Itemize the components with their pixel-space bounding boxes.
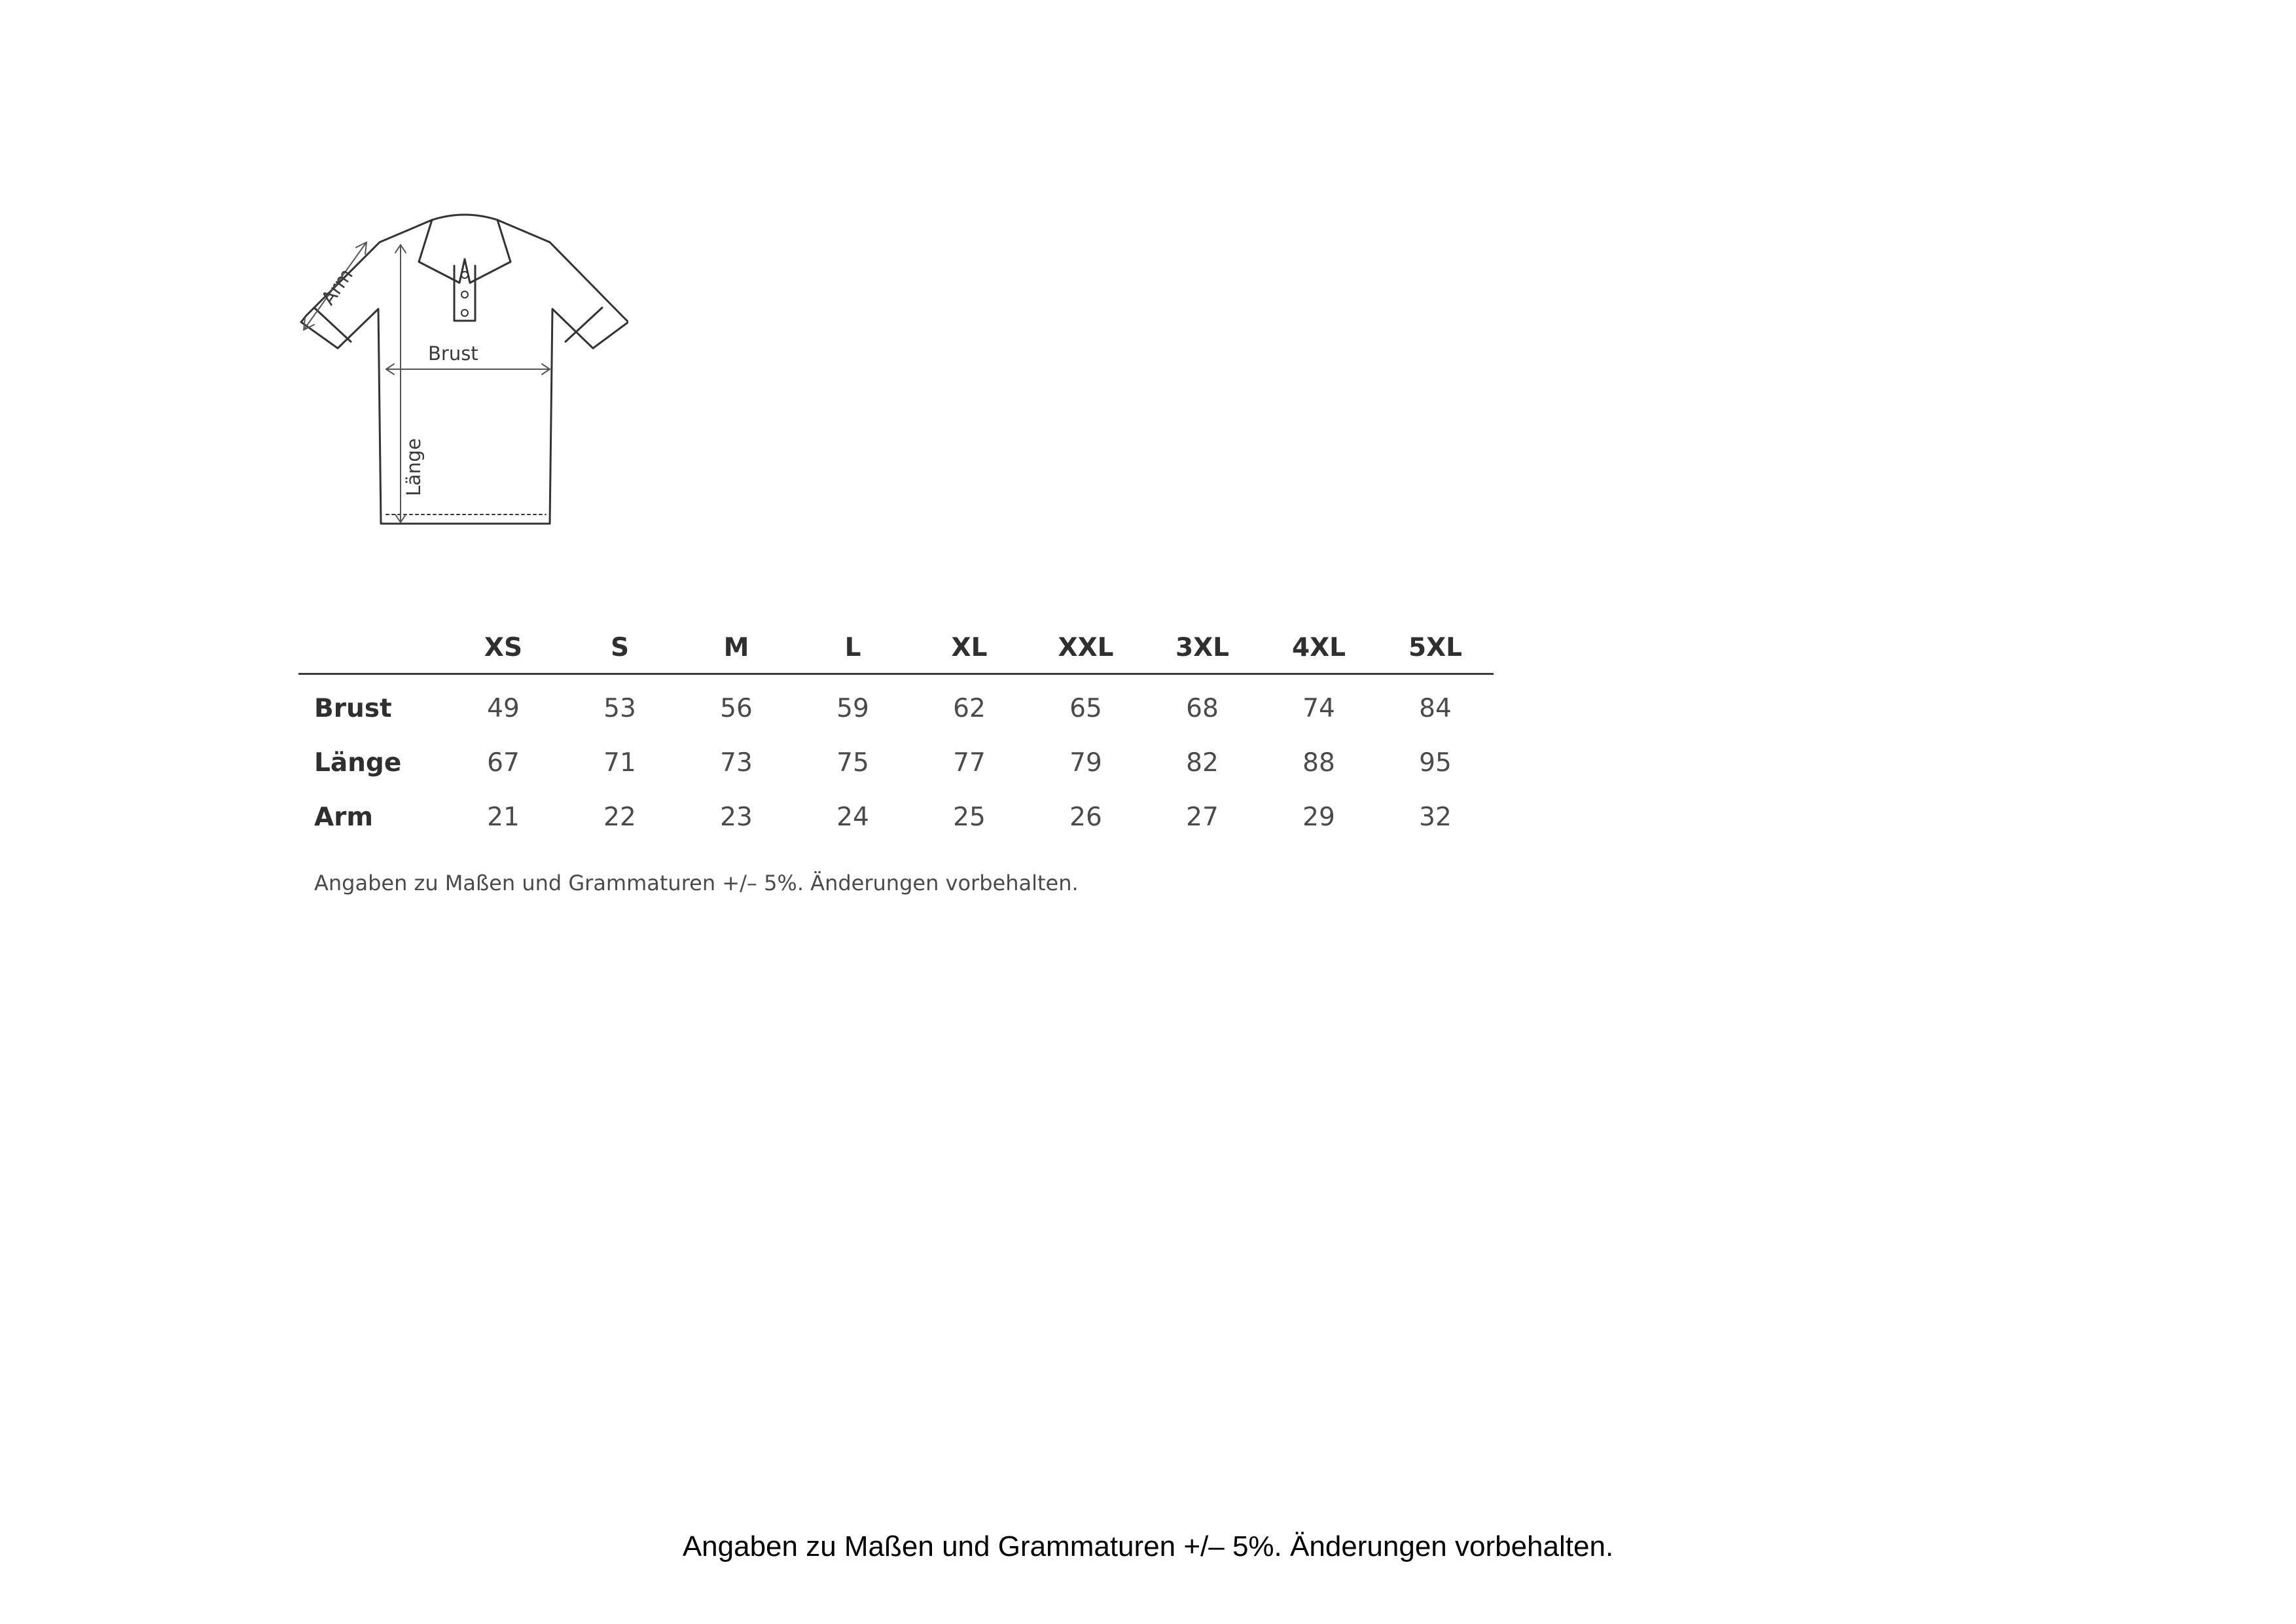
polo-shirt-icon: [288, 203, 628, 543]
table-cell: 21: [487, 803, 520, 832]
table-cell: 73: [720, 748, 753, 778]
table-cell: 77: [953, 748, 986, 778]
polo-shirt-measurement-diagram: [288, 203, 628, 543]
row-label-arm: Arm: [314, 803, 374, 832]
arm-label: Arm: [316, 264, 357, 310]
table-cell: 24: [836, 803, 869, 832]
size-header-l: L: [795, 622, 911, 674]
table-cell: 74: [1302, 694, 1335, 723]
size-header-xxl: XXL: [1028, 622, 1144, 674]
table-cell: 53: [603, 694, 636, 723]
table-cell: 75: [836, 748, 869, 778]
table-cell: 23: [720, 803, 753, 832]
length-label: Länge: [403, 438, 425, 496]
size-header-row: [298, 622, 1494, 674]
table-cell: 25: [953, 803, 986, 832]
table-cell: 95: [1419, 748, 1452, 778]
footer-disclaimer: Angaben zu Maßen und Grammaturen +/– 5%. Änderungen vorbehalten.: [682, 1530, 1614, 1562]
button-icon: [461, 291, 468, 298]
size-chart-table: [298, 622, 1494, 844]
table-cell: 22: [603, 803, 636, 832]
row-label-length: Länge: [314, 748, 402, 778]
table-cell: 67: [487, 748, 520, 778]
chest-measure-arrow: [386, 364, 550, 374]
size-header-xl: XL: [911, 622, 1028, 674]
size-header-3xl: 3XL: [1144, 622, 1261, 674]
table-row: [298, 790, 1494, 844]
tolerance-note: Angaben zu Maßen und Grammaturen +/– 5%. Änderungen vorbehalten.: [314, 871, 1079, 895]
table-cell: 27: [1186, 803, 1219, 832]
header-corner-cell: [298, 622, 445, 674]
table-cell: 62: [953, 694, 986, 723]
table-row: [298, 736, 1494, 790]
chest-label: Brust: [428, 342, 478, 365]
size-header-s: S: [562, 622, 678, 674]
row-label-chest: Brust: [314, 694, 392, 723]
table-cell: 26: [1069, 803, 1102, 832]
table-cell: 49: [487, 694, 520, 723]
size-header-4xl: 4XL: [1261, 622, 1377, 674]
table-cell: 79: [1069, 748, 1102, 778]
table-cell: 59: [836, 694, 869, 723]
table-cell: 71: [603, 748, 636, 778]
table-cell: 29: [1302, 803, 1335, 832]
table-cell: 65: [1069, 694, 1102, 723]
table-cell: 84: [1419, 694, 1452, 723]
size-header-xs: XS: [445, 622, 562, 674]
size-header-5xl: 5XL: [1377, 622, 1494, 674]
table-row: [298, 674, 1494, 736]
button-icon: [461, 272, 468, 278]
table-cell: 82: [1186, 748, 1219, 778]
size-header-m: M: [678, 622, 795, 674]
table-cell: 56: [720, 694, 753, 723]
table-cell: 88: [1302, 748, 1335, 778]
table-cell: 32: [1419, 803, 1452, 832]
button-icon: [461, 310, 468, 316]
table-cell: 68: [1186, 694, 1219, 723]
